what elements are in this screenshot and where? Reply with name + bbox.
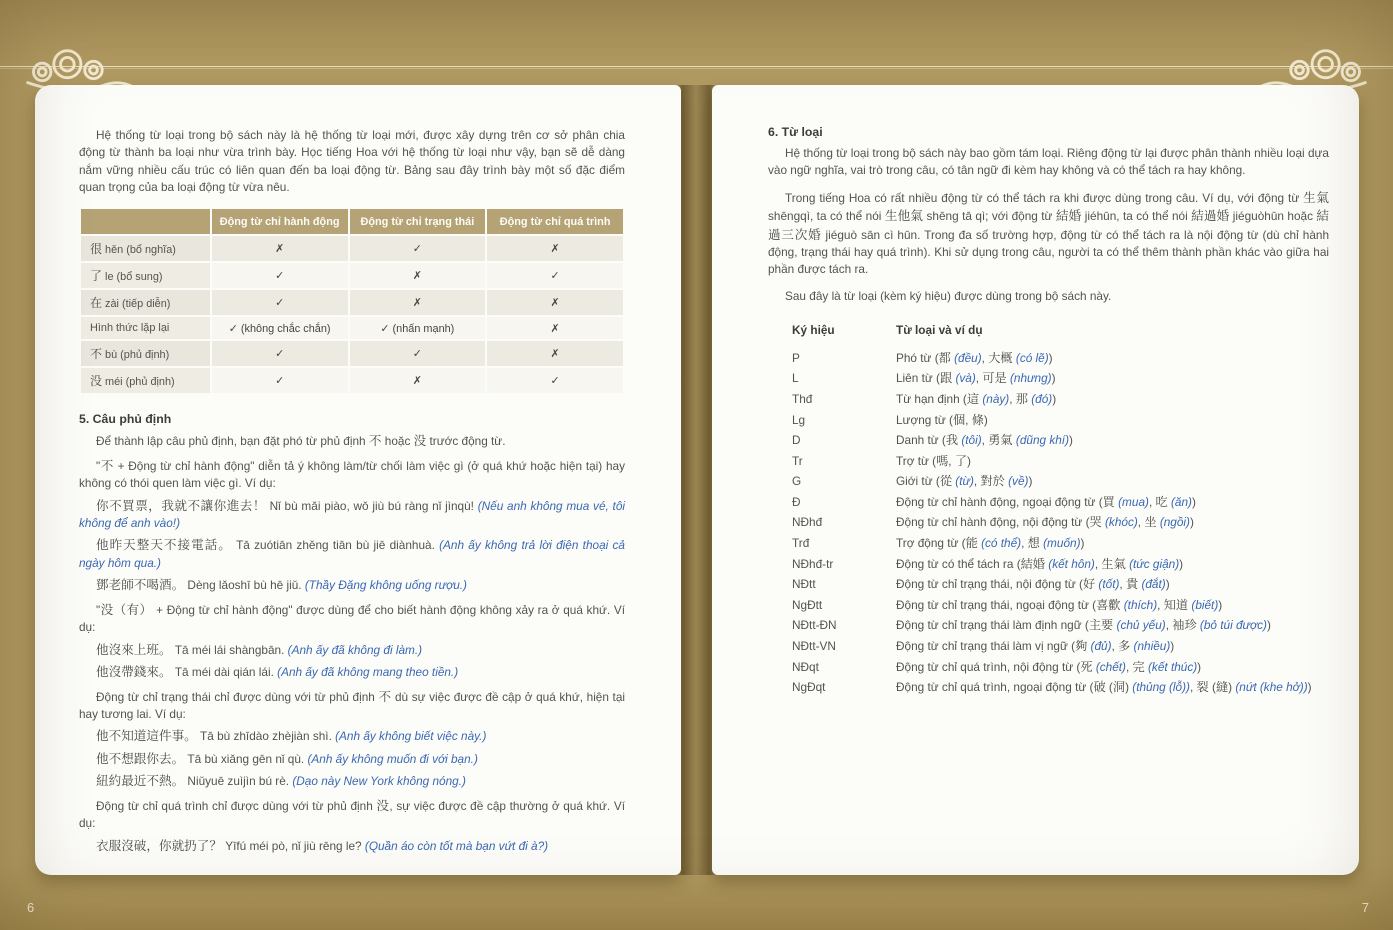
example-sentence: 他沒來上班。 Tā méi lái shàngbān. (Anh ấy đã không đi làm.): [96, 642, 423, 657]
table-row: [81, 236, 623, 261]
column-header-state-verb: Động từ chỉ trạng thái: [350, 209, 486, 234]
example-sentence: 衣服沒破，你就扔了？ Yīfú méi pò, nǐ jiù rēng le? (Quần áo còn tốt mà bạn vứt đi à?): [96, 838, 549, 853]
table-cell: ✗: [487, 341, 623, 366]
symbol-row: [768, 595, 1329, 616]
symbol: NĐtt-VN: [792, 639, 836, 654]
symbol: NgĐtt: [792, 597, 823, 612]
symbol-description: Giới từ (從 (từ), 對於 (về)): [896, 474, 1033, 489]
table-row: [81, 290, 623, 315]
table-cell: ✗: [350, 263, 486, 288]
table-cell: ✓ (không chắc chắn): [212, 317, 348, 339]
page-number-right: 7: [1361, 900, 1369, 915]
symbol-row: [768, 574, 1329, 595]
symbol-row: [768, 348, 1329, 369]
table-header-row: [81, 209, 623, 234]
symbol-description: Động từ chỉ trạng thái làm định ngữ (主要 (chủ yếu), 袖珍 (bỏ túi được)): [896, 618, 1271, 633]
right-page: [712, 85, 1359, 875]
table-cell: ✓: [212, 290, 348, 315]
symbol-description: Trợ từ (嗎, 了): [896, 453, 971, 468]
table-cell: ✗: [487, 236, 623, 261]
example-sentence: 他沒帶錢來。 Tā méi dài qián lái. (Anh ấy đã không mang theo tiền.): [96, 665, 459, 680]
symbol-description: Động từ chỉ quá trình, ngoại động từ (破 (洞) (thủng (lỗ)), 裂 (縫) (nứt (khe hở))): [896, 680, 1312, 695]
symbol: Lg: [792, 412, 806, 427]
symbol-row: [768, 389, 1329, 410]
symbol-description: Liên từ (跟 (và), 可是 (nhưng)): [896, 371, 1056, 386]
table-cell: ✓: [212, 341, 348, 366]
symbol-description: Phó từ (都 (đều), 大概 (có lẽ)): [896, 350, 1053, 365]
top-border-line: [0, 66, 1393, 69]
symbol-description: Danh từ (我 (tôi), 勇氣 (dũng khí)): [896, 433, 1073, 448]
example-sentence: 紐約最近不熱。 Niǔyuē zuìjìn bú rè. (Dạo này New York không nóng.): [96, 774, 466, 789]
example-sentence: 你不買票，我就不讓你進去！ Nǐ bù mǎi piào, wǒ jiù bú ràng nǐ jìnqù! (Nếu anh không mua vé, tôi không để anh vào!): [79, 498, 626, 531]
intro-paragraph: Hệ thống từ loại trong bộ sách này là hệ thống từ loại mới, được xây dựng trên cơ sở phân chia động từ thành ba loại như vừa trình bày. Học tiếng Hoa với hệ thống từ loại như vậy, bạn sẽ dễ dàng nắm vững nhiều cấu trúc có liên quan đến ba loại động từ. Bảng sau đây trình bày một số đặc điểm quan trọng của ba loại động từ vừa nêu.: [79, 128, 625, 194]
row-label: 在 zài (tiếp diễn): [81, 290, 210, 315]
symbol: Thđ: [792, 391, 813, 406]
paragraph: Động từ chỉ quá trình chỉ được dùng với từ phủ định 没, sự việc được đề cập thường ở quá khứ. Ví dụ:: [79, 798, 625, 831]
table-cell: ✓: [212, 368, 348, 393]
symbol: NĐqt: [792, 659, 819, 674]
symbol: L: [792, 371, 799, 386]
table-cell: ✗: [350, 290, 486, 315]
column-header-action-verb: Động từ chỉ hành động: [212, 209, 348, 234]
symbol-row: [768, 492, 1329, 513]
row-label: 不 bù (phủ định): [81, 341, 210, 366]
table-row: [81, 263, 623, 288]
left-page: [35, 85, 681, 875]
symbol-row: [768, 451, 1329, 472]
symbol-row: [768, 533, 1329, 554]
symbol: P: [792, 350, 800, 365]
table-row: [81, 368, 623, 393]
table-cell: ✓: [487, 263, 623, 288]
symbol-row: [768, 636, 1329, 657]
symbol-column-header: Ký hiệu: [792, 323, 835, 338]
symbol-row: [768, 368, 1329, 389]
symbol-description: Động từ chỉ quá trình, nội động từ (死 (chết), 完 (kết thúc)): [896, 659, 1202, 674]
verb-comparison-table: [79, 207, 625, 395]
symbol: Trđ: [792, 536, 810, 551]
table-cell: ✓ (nhấn mạnh): [350, 317, 486, 339]
row-label: 了 le (bổ sung): [81, 263, 210, 288]
symbol-table: [768, 320, 1329, 698]
symbol-description: Lượng từ (個, 條): [896, 412, 988, 427]
table-cell: ✓: [487, 368, 623, 393]
paragraph: Sau đây là từ loại (kèm ký hiệu) được dùng trong bộ sách này.: [785, 288, 1112, 303]
symbol-row: [768, 512, 1329, 533]
symbol-description: Động từ chỉ trạng thái làm vị ngữ (夠 (đủ), 多 (nhiều)): [896, 639, 1175, 654]
table-cell: ✗: [487, 290, 623, 315]
table-corner-cell: [81, 209, 210, 234]
table-cell: ✗: [487, 317, 623, 339]
table-cell: ✗: [350, 368, 486, 393]
paragraph: "没（有） + Động từ chỉ hành động" được dùng để cho biết hành động không xảy ra ở quá khứ. Ví dụ:: [79, 602, 625, 635]
symbol-row: [768, 657, 1329, 678]
symbol-row: [768, 430, 1329, 451]
example-sentence: 鄧老師不喝酒。 Dèng lǎoshī bù hē jiǔ. (Thầy Đặng không uống rượu.): [96, 578, 467, 593]
page-number-left: 6: [27, 900, 35, 915]
symbol: D: [792, 433, 801, 448]
symbol: NĐtt: [792, 577, 816, 592]
table-row: [81, 317, 623, 339]
row-label: 没 méi (phủ định): [81, 368, 210, 393]
table-cell: ✓: [350, 341, 486, 366]
symbol-description: Từ hạn định (這 (này), 那 (đó)): [896, 391, 1057, 406]
symbol-table-header: [768, 320, 1329, 341]
symbol-description: Động từ chỉ trạng thái, ngoại động từ (喜歡 (thích), 知道 (biết)): [896, 597, 1223, 612]
symbol-row: [768, 554, 1329, 575]
paragraph: Động từ chỉ trạng thái chỉ được dùng với từ phủ định 不 dù sự việc được đề cập ở quá khứ, hiện tại hay tương lai. Ví dụ:: [79, 689, 625, 722]
symbol: G: [792, 474, 802, 489]
symbol: Đ: [792, 494, 801, 509]
table-cell: ✗: [212, 236, 348, 261]
symbol: NĐtt-ĐN: [792, 618, 837, 633]
paragraph: Hệ thống từ loại trong bộ sách này bao gồm tám loại. Riêng động từ lại được phân thành nhiều loại dựa vào ngữ nghĩa, vai trò trong câu, có tân ngữ đi kèm hay không và có thể tách ra hay không.: [768, 146, 1329, 178]
section-6-heading: 6. Từ loại: [768, 125, 823, 139]
row-label: Hình thức lặp lại: [81, 317, 210, 339]
table-row: [81, 341, 623, 366]
paragraph: Trong tiếng Hoa có rất nhiều động từ có thể tách ra khi được dùng trong câu. Ví dụ, với động từ 生氣 shēngqì, ta có thể nói 生他氣 shēng tā qì; với động từ 結婚 jiéhūn, ta có thể nói 結過婚 jiéguòhūn hoặc 結過三次婚 jiéguò sān cì hūn. Trong đa số trường hợp, động từ có thể tách ra là nội động từ (dù chỉ hành động, trạng thái hay quá trình). Khi sử dụng trong câu, người ta có thể thêm thành phần khác vào giữa hai phần được tách ra.: [768, 190, 1330, 277]
symbol: NgĐqt: [792, 680, 826, 695]
row-label: 很 hěn (bổ nghĩa): [81, 236, 210, 261]
table-cell: ✓: [350, 236, 486, 261]
symbol: NĐhđ: [792, 515, 823, 530]
symbol-row: [768, 471, 1329, 492]
section-5-heading: 5. Câu phủ định: [79, 412, 172, 427]
symbol-description: Động từ chỉ hành động, nội động từ (哭 (khóc), 坐 (ngồi)): [896, 515, 1194, 530]
table-cell: ✓: [212, 263, 348, 288]
paragraph: "不 + Động từ chỉ hành động" diễn tả ý không làm/từ chối làm việc gì (ở quá khứ hoặc hiện tại) hay không có thói quen làm việc gì. Ví dụ:: [79, 458, 626, 491]
paragraph: Để thành lập câu phủ định, bạn đặt phó từ phủ định 不 hoặc 没 trước động từ.: [96, 434, 506, 449]
symbol-row: [768, 410, 1329, 431]
symbol-description: Trợ động từ (能 (có thể), 想 (muốn)): [896, 536, 1085, 551]
symbol-row: [768, 615, 1329, 636]
column-header-process-verb: Động từ chỉ quá trình: [487, 209, 623, 234]
symbol: Tr: [792, 453, 803, 468]
description-column-header: Từ loại và ví dụ: [896, 323, 983, 338]
example-sentence: 他不想跟你去。 Tā bù xiǎng gēn nǐ qù. (Anh ấy không muốn đi với bạn.): [96, 751, 478, 766]
example-sentence: 他不知道這件事。 Tā bù zhīdào zhèjiàn shì. (Anh ấy không biết việc này.): [96, 729, 487, 744]
symbol-row: [768, 677, 1329, 698]
symbol-description: Động từ có thể tách ra (結婚 (kết hôn), 生氣 (tức giận)): [896, 556, 1184, 571]
symbol-description: Động từ chỉ trạng thái, nội động từ (好 (tốt), 貴 (đắt)): [896, 577, 1170, 592]
example-sentence: 他昨天整天不接電話。 Tā zuótiān zhěng tiān bù jiē diànhuà. (Anh ấy không trả lời điện thoại cả ngày hôm qua.): [79, 538, 625, 570]
symbol-description: Động từ chỉ hành động, ngoại động từ (買 (mua), 吃 (ăn)): [896, 494, 1196, 509]
symbol: NĐhđ-tr: [792, 556, 834, 571]
